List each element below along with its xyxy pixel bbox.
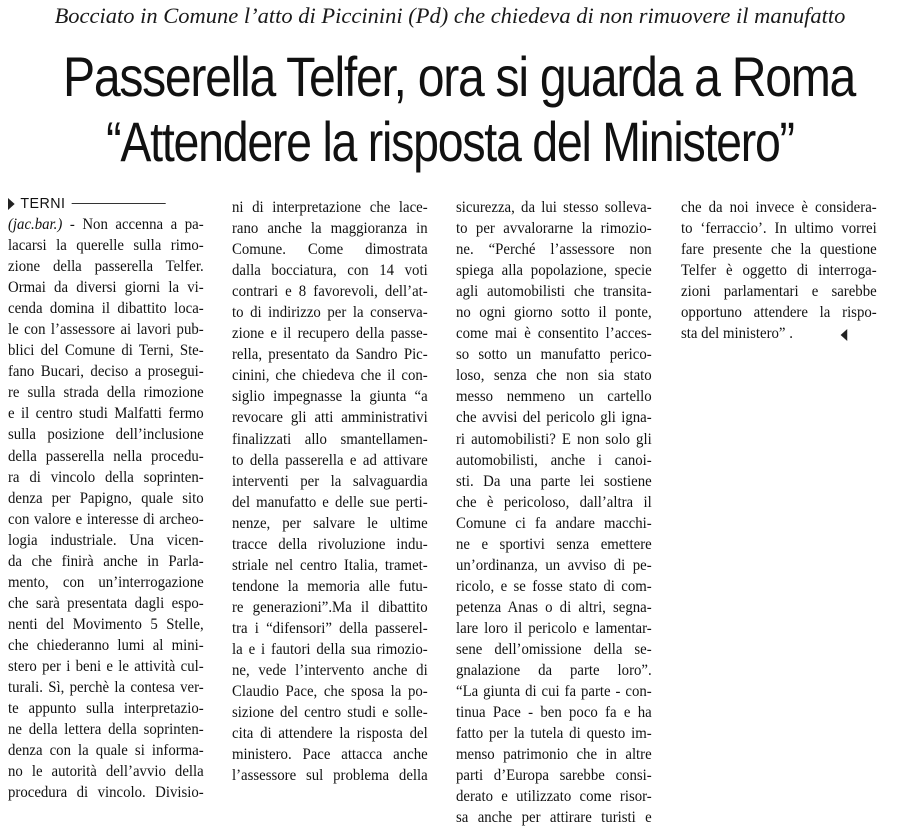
text-line: to ‘ferraccio’. In ultimo vorrei xyxy=(681,220,877,238)
text-line: sta del ministero” . xyxy=(681,323,877,344)
text-line: so sotto un manufatto perico- xyxy=(456,346,652,364)
text-line: ministero. Pace attacca anche xyxy=(232,746,428,764)
text-line: sizione del centro studi e solle- xyxy=(232,704,428,722)
byline: (jac.bar.) xyxy=(8,216,63,233)
text-line: che è pericoloso, dall’altra il xyxy=(456,493,652,511)
text-line: finalizzati allo smantellamen- xyxy=(232,430,428,448)
text-line: “La giunta di cui fa parte - con- xyxy=(456,683,652,701)
text-line: cinini, che chiedeva che il con- xyxy=(232,367,428,385)
text-line: ne della lettera della soprinten- xyxy=(8,721,204,739)
text-line: denza con la quale si informa- xyxy=(8,742,204,760)
text-line: fano Bucari, deciso a prosegui- xyxy=(8,363,204,381)
text-line: ra di vincolo della soprinten- xyxy=(8,468,204,486)
text-line: tendone la memoria alle futu- xyxy=(232,577,428,595)
text-line: nenze, per salvare le ultime xyxy=(232,514,428,532)
text-line: turali. Sì, perchè la contesa ver- xyxy=(8,679,204,697)
text-line: denza per Papigno, quale sito xyxy=(8,489,204,507)
article-column-3 xyxy=(456,197,652,828)
text-line: blici del Comune di Terni, Ste- xyxy=(8,342,204,360)
text-line: stero per i beni e le attività cul- xyxy=(8,657,204,675)
text-line: to per avvalorarne la rimozio- xyxy=(456,220,652,238)
text-line: messo nemmeno un cartello xyxy=(456,388,652,406)
text-line: siglio impegnasse la giunta “a xyxy=(232,388,428,406)
text-line: come mai è consentito l’acces- xyxy=(456,325,652,343)
kicker-subheadline: Bocciato in Comune l’atto di Piccinini (Pd) che chiedeva di non rimuovere il manufatto xyxy=(54,3,846,28)
text-line: opportuno attendere la rispo- xyxy=(681,304,877,322)
text-line: (jac.bar.) - Non accenna a pa- xyxy=(8,216,204,233)
text-line: le con l’assessore ai lavori pub- xyxy=(8,321,204,339)
text-line: e il centro studi Malfatti fermo xyxy=(8,405,204,423)
text-line: che chiederanno lumi al mini- xyxy=(8,636,204,654)
text-line: Claudio Pace, che sposa la po- xyxy=(232,683,428,701)
text-line: che sarà presentata dagli espo- xyxy=(8,594,204,612)
text-line: lare loro il pericolo e lamentar- xyxy=(456,619,652,637)
text-line: automobilisti, anche i canoi- xyxy=(456,451,652,469)
text-line: spiega alla popolazione, specie xyxy=(456,262,652,280)
text-line: ni di interpretazione che lace- xyxy=(232,199,428,216)
text-line: derato e utilizzato come risor- xyxy=(456,788,652,806)
text-line: del manufatto e delle sue perti- xyxy=(232,493,428,511)
text-line: mento, con un’interrogazione xyxy=(8,573,204,591)
headline-line-1: Passerella Telfer, ora si guarda a Roma xyxy=(63,45,856,108)
text-line: lacarsi la querelle sulla rimo- xyxy=(8,237,204,255)
text-line: logia industriale. Una vicen- xyxy=(8,531,204,549)
text-line: tinua Pace - ben poco fa e ha xyxy=(456,704,652,722)
text-line: interventi per la salvaguardia xyxy=(232,472,428,490)
text-line: ri automobilisti? E non solo gli xyxy=(456,430,652,448)
article-column-1 xyxy=(8,193,204,803)
text-line: sti. Da una parte lei sostiene xyxy=(456,472,652,490)
text-line: della passerella nella procedu- xyxy=(8,447,204,465)
text-line: Comune ci fa andare macchi- xyxy=(456,514,652,532)
dateline-place: TERNI xyxy=(20,194,66,212)
text-line: contrari e 8 favorevoli, dell’at- xyxy=(232,283,428,301)
text-line: Telfer è oggetto di interroga- xyxy=(681,262,877,280)
text-line: zione e il recupero della passe- xyxy=(232,325,428,343)
text-line: procedura di vincolo. Divisio- xyxy=(8,784,204,802)
text-line: sicurezza, da lui stesso solleva- xyxy=(456,199,652,216)
text-line: cita di attendere la risposta del xyxy=(232,725,428,743)
text-line: che da noi invece è considera- xyxy=(681,199,877,216)
text-line: rella, presentato da Sandro Pic- xyxy=(232,346,428,364)
text-line: nenti del Movimento 5 Stelle, xyxy=(8,615,204,633)
text-line: revocare gli atti amministrativi xyxy=(232,409,428,427)
text-line: re sulla strada della rimozione xyxy=(8,384,204,402)
text-line: agli automobilisti che transita- xyxy=(456,283,652,301)
text-line: zione della passerella Telfer. xyxy=(8,258,204,276)
text-line: sulla posizione dell’inclusione xyxy=(8,426,204,444)
text-line: rano anche la maggioranza in xyxy=(232,220,428,238)
dateline-arrow-icon xyxy=(8,198,15,210)
text-line: no ogni giorno sotto il ponte, xyxy=(456,304,652,322)
text-line: ne e sportivi senza emettere xyxy=(456,535,652,553)
text-line: ricolo, e se fosse stato di com- xyxy=(456,577,652,595)
text-line: ne. “Perché l’assessore non xyxy=(456,241,652,259)
text-line: un’ordinanza, un avviso di pe- xyxy=(456,556,652,574)
text-line: cenda domina il dibattito loca- xyxy=(8,300,204,318)
text-line: gnalazione da parte loro”. xyxy=(456,662,652,680)
column-1-body xyxy=(8,214,204,803)
text-line: fare presente che la questione xyxy=(681,241,877,259)
text-line: tra i “difensori” della passerel- xyxy=(232,619,428,637)
text-line: Ormai da diversi giorni la vi- xyxy=(8,279,204,297)
text-line: to di indirizzo per la conserva- xyxy=(232,304,428,322)
text-line: con valore e interesse di archeo- xyxy=(8,510,204,528)
text-line: zioni parlamentari e sarebbe xyxy=(681,283,877,301)
text-line: te appunto sulla interpretazio- xyxy=(8,700,204,718)
dateline-rule xyxy=(71,203,166,204)
text-line: ne, vede l’intervento anche di xyxy=(232,662,428,680)
article-column-2 xyxy=(232,197,428,786)
dateline xyxy=(8,193,204,214)
text-line: sa anche per attirare turisti e xyxy=(456,809,652,827)
text-line: fatto per la tutela di questo im- xyxy=(456,725,652,743)
text-line: da che finirà anche in Parla- xyxy=(8,552,204,570)
text-line: re generazioni”.Ma il dibattito xyxy=(232,598,428,616)
text-line: petenza Anas o di altri, segna- xyxy=(456,598,652,616)
text-line: che avvisi del pericolo gli igna- xyxy=(456,409,652,427)
text-line: to della passerella e ad attivare xyxy=(232,451,428,469)
text-line: Comune. Come dimostrata xyxy=(232,241,428,259)
text-line: parti d’Europa sarebbe consi- xyxy=(456,767,652,785)
article-column-4 xyxy=(681,197,877,344)
text-line: menso patrimonio che in altre xyxy=(456,746,652,764)
text-line: la e i fautori della sua rimozio- xyxy=(232,640,428,658)
text-line: dalla bocciatura, con 14 voti xyxy=(232,262,428,280)
headline-line-2: “Attendere la risposta del Ministero” xyxy=(106,110,794,173)
text-line: loso, senza che non sia stato xyxy=(456,367,652,385)
text-line: tracce della rivoluzione indu- xyxy=(232,535,428,553)
text-line: striale nel centro Italia, tramet- xyxy=(232,556,428,574)
end-of-article-icon xyxy=(840,329,847,341)
text-line: no le autorità dell’avvio della xyxy=(8,763,204,781)
text-line: sene dell’omissione della se- xyxy=(456,640,652,658)
text-line: l’assessore sul problema della xyxy=(232,767,428,785)
